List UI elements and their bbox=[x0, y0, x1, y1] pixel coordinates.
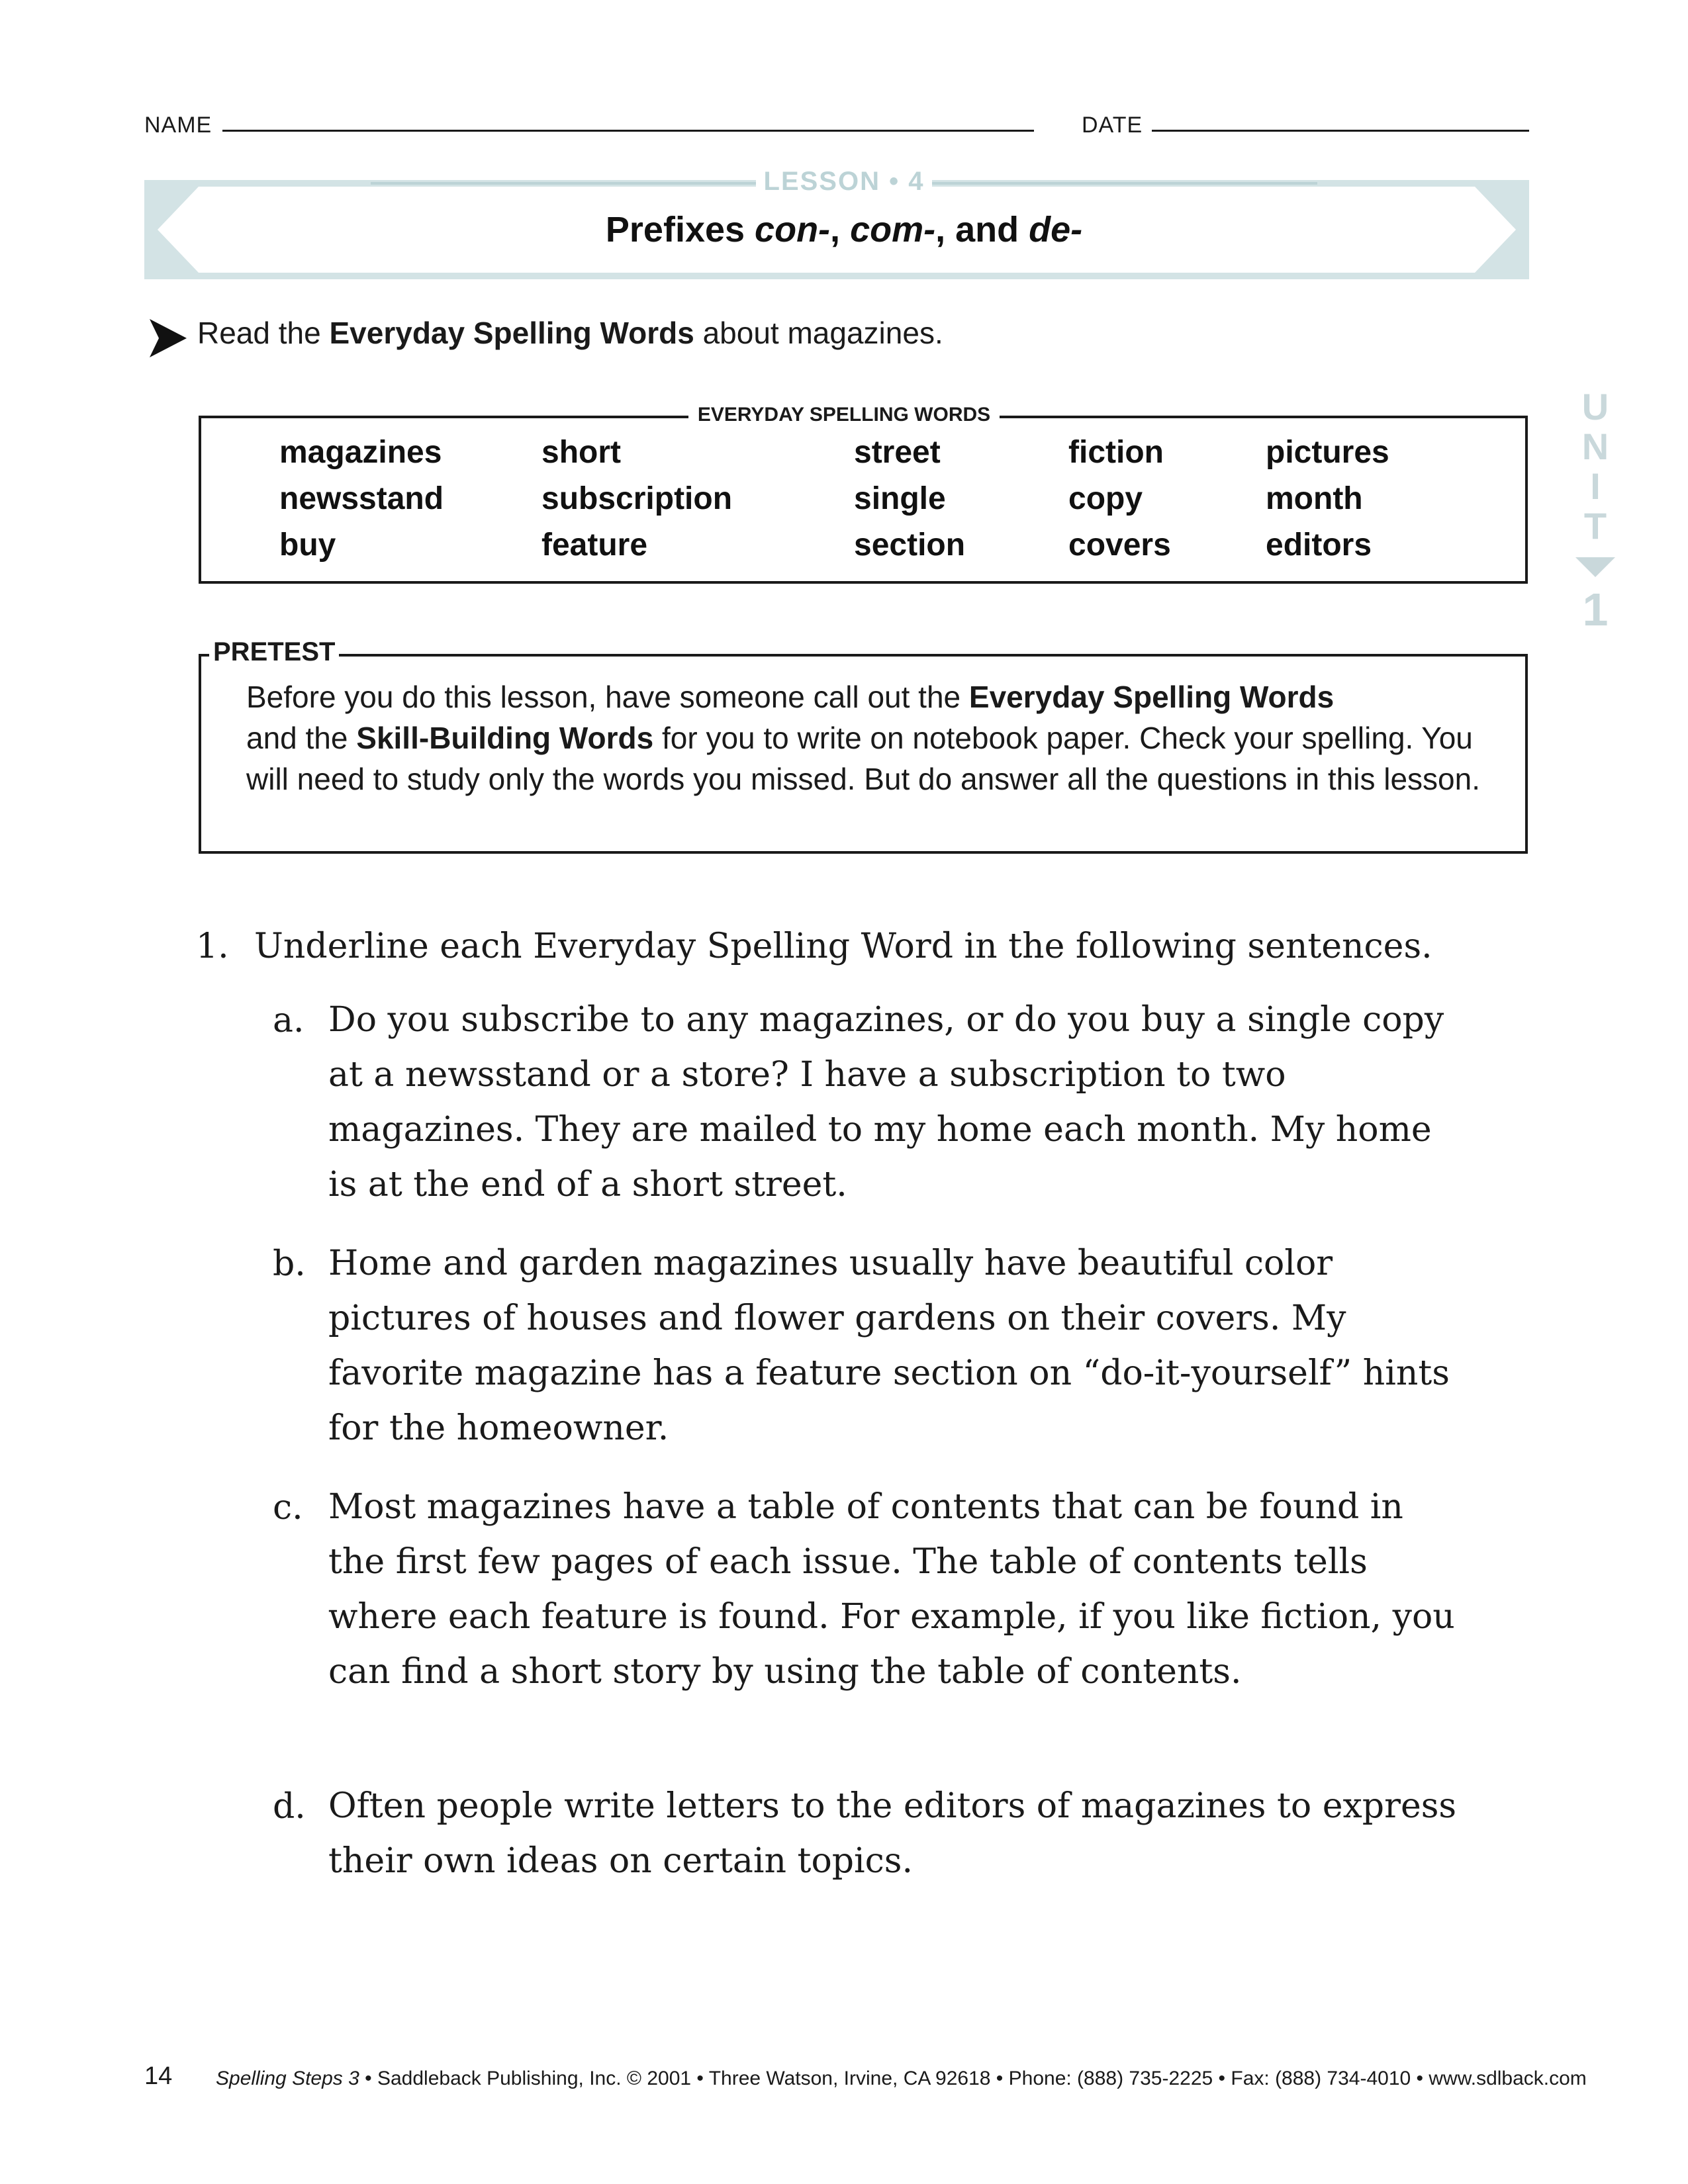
date-label: DATE bbox=[1082, 113, 1143, 138]
lesson-title: Prefixes con-, com-, and de- bbox=[605, 210, 1083, 250]
word: fiction bbox=[1068, 435, 1164, 470]
unit-letter: T bbox=[1583, 505, 1607, 547]
item-text: Do you subscribe to any magazines, or do you buy a single copy at a newsstand or a store? I have a subscription to two magazines. They are mailed to my home each month. My home is at the end of a short street. bbox=[328, 1000, 1444, 1205]
date-line[interactable] bbox=[1152, 130, 1529, 132]
word: newsstand bbox=[279, 481, 444, 516]
question-prompt: Underline each Everyday Spelling Word in the following sentences. bbox=[254, 927, 1432, 966]
page-number: 14 bbox=[144, 2062, 173, 2090]
instruction: Read the Everyday Spelling Words about magazines. bbox=[197, 316, 943, 350]
word: single bbox=[854, 481, 946, 516]
word: pictures bbox=[1266, 435, 1389, 470]
word: editors bbox=[1266, 527, 1372, 563]
word: magazines bbox=[279, 435, 442, 470]
item-letter: d. bbox=[273, 1787, 306, 1827]
arrow-icon bbox=[150, 319, 187, 357]
word: section bbox=[854, 527, 966, 563]
question-number: 1. bbox=[196, 927, 229, 966]
unit-side-label bbox=[1569, 387, 1622, 633]
word: month bbox=[1266, 481, 1363, 516]
unit-letter: U bbox=[1581, 386, 1609, 428]
name-label: NAME bbox=[144, 113, 212, 138]
word: buy bbox=[279, 527, 336, 563]
pretest-title: PRETEST bbox=[209, 637, 339, 667]
spelling-words-title: EVERYDAY SPELLING WORDS bbox=[0, 404, 1688, 426]
unit-number: 1 bbox=[1582, 584, 1609, 635]
word: subscription bbox=[541, 481, 733, 516]
word: feature bbox=[541, 527, 648, 563]
item-letter: c. bbox=[273, 1488, 303, 1527]
lesson-label: LESSON • 4 bbox=[0, 167, 1688, 197]
footer-credit: Spelling Steps 3 • Saddleback Publishing, Inc. © 2001 • Three Watson, Irvine, CA 92618 • Phone: (888) 735-2225 • Fax: (888) 734-4010 • www.sdlback.com bbox=[216, 2068, 1587, 2089]
unit-triangle-icon bbox=[1569, 556, 1622, 578]
item-text: Often people write letters to the editors of magazines to express their own ideas on certain topics. bbox=[328, 1786, 1457, 1881]
word: short bbox=[541, 435, 621, 470]
item-letter: a. bbox=[273, 1001, 305, 1040]
word: covers bbox=[1068, 527, 1171, 563]
item-text: Most magazines have a table of contents that can be found in the first few pages of each issue. The table of contents tells where each feature is found. For example, if you like fiction, you can find a short story by using the table of contents. bbox=[328, 1487, 1455, 1692]
unit-letter: N bbox=[1581, 426, 1609, 467]
unit-letter: I bbox=[1590, 465, 1601, 507]
word: copy bbox=[1068, 481, 1143, 516]
name-line[interactable] bbox=[222, 130, 1034, 132]
item-letter: b. bbox=[273, 1244, 306, 1284]
item-text: Home and garden magazines usually have beautiful color pictures of houses and flower gardens on their covers. My favorite magazine has a feature section on “do-it-yourself” hints for the homeowner. bbox=[328, 1244, 1450, 1448]
pretest-text: Before you do this lesson, have someone call out the Everyday Spelling Words and the Skill-Building Words for you to write on notebook paper. Check your spelling. You will need to study only the words you missed. But do answer all the questions in this lesson. bbox=[246, 680, 1480, 796]
word: street bbox=[854, 435, 941, 470]
